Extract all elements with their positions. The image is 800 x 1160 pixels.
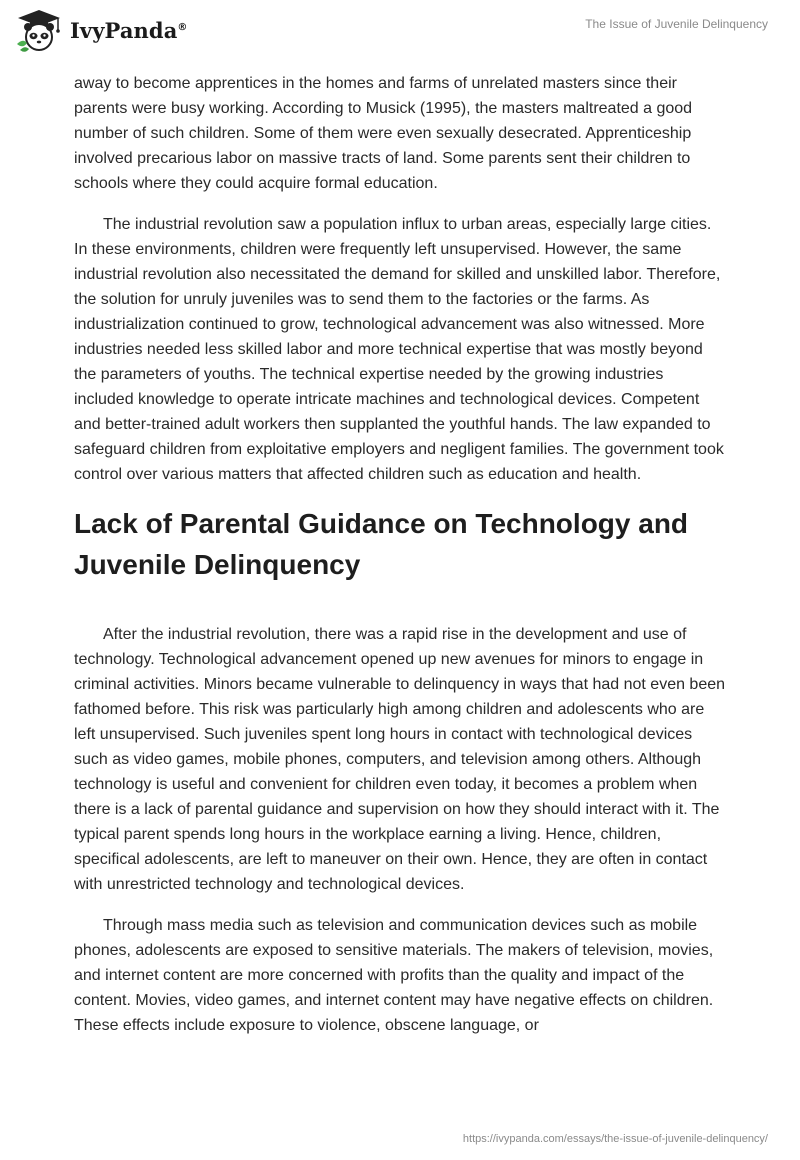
essay-content <box>74 71 726 1054</box>
paragraph-3: After the industrial revolution, there was a rapid rise in the development and use of technology. Technological advancement opened up new avenues for minors to engage in criminal activities. Minors became vulnerable to delinquency in ways that had not even been fathomed before. This risk was particularly high among children and adolescents who are left unsupervised. Such juveniles spent long hours in contact with technological devices such as video games, mobile phones, computers, and television among others. Although technology is useful and convenient for children even today, it becomes a problem when there is a lack of parental guidance and supervision on how they should interact with it. The typical parent spends long hours in the workplace earning a living. Hence, children, specifical adolescents, are left to maneuver on their own. Hence, they are often in contact with unrestricted technology and technological devices. <box>74 626 726 893</box>
section-heading: Lack of Parental Guidance on Technology and Juvenile Delinquency <box>74 508 689 580</box>
panda-graduate-icon <box>14 8 64 52</box>
paragraph-2: The industrial revolution saw a population influx to urban areas, especially large cities. In these environments, children were frequently left unsupervised. However, the same industrial revolution also necessitated the demand for skilled and unskilled labor. Therefore, the solution for unruly juveniles was to send them to the factories or the farms. As industrialization continued to grow, technological advancement was also witnessed. More industries needed less skilled labor and more technical expertise that was mostly beyond the parameters of youths. The technical expertise needed by the growing industries included knowledge to operate intricate machines and technological devices. Competent and better-trained adult workers then supplanted the youthful hands. The law expanded to safeguard children from exploitative employers and negligent families. The government took control over various matters that affected children such as education and health. <box>74 216 724 483</box>
paragraph-1: away to become apprentices in the homes and farms of unrelated masters since their parents were busy working. According to Musick (1995), the masters maltreated a good number of such children. Some of them were even sexually desecrated. Apprenticeship involved precarious labor on massive tracts of land. Some parents sent their children to schools where they could acquire formal education. <box>74 75 693 192</box>
document-title: The Issue of Juvenile Delinquency <box>585 17 768 31</box>
page-header <box>0 0 800 60</box>
brand-name: IvyPanda® <box>70 17 188 43</box>
brand-logo[interactable] <box>14 8 188 52</box>
footer-url[interactable]: https://ivypanda.com/essays/the-issue-of-juvenile-delinquency/ <box>462 1133 768 1145</box>
paragraph-4: Through mass media such as television and communication devices such as mobile phones, adolescents are exposed to sensitive materials. The makers of television, movies, and internet content are more concerned with profits than the quality and impact of the content. Movies, video games, and internet content may have negative effects on children. These effects include exposure to violence, obscene language, or <box>74 917 714 1034</box>
